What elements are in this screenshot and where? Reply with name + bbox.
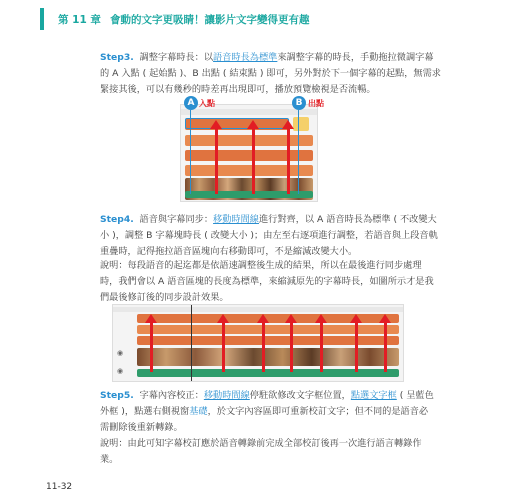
step4-line: 重疊時，記得拖拉語音區塊向右移動即可，不是縮減改變大小。: [100, 246, 358, 257]
step5-text: 字幕內容校正：: [139, 390, 204, 401]
note-line: 說明：每段語音的起迄都是依語速調整後生成的結果，所以在最後進行同步處理: [100, 260, 422, 271]
audio-track-strip[interactable]: [185, 191, 313, 198]
step5-text: ( 呈藍色: [396, 390, 434, 401]
step5-highlight: 移動時間線: [203, 390, 250, 401]
marker-a-icon: A: [184, 96, 198, 110]
step5-text: 停駐欲修改文字框位置，: [249, 390, 351, 401]
red-arrow-stem: [355, 322, 358, 372]
in-point-line: [190, 110, 191, 194]
note-line: 說明：由此可知字幕校訂應於語音轉錄前完成全部校訂後再一次進行語言轉錄作: [100, 438, 422, 449]
red-arrow-stem: [222, 322, 225, 372]
audio-clip[interactable]: [185, 165, 313, 176]
step3-label: Step3.: [100, 52, 134, 63]
red-arrow-stem: [262, 322, 265, 372]
step3-highlight: 語音時長為標準: [213, 52, 278, 63]
step3-line: 的 A 入點 ( 起始點 )、B 出點 ( 結束點 ) 即可，另外對於下一個字幕的起點，無需求: [100, 68, 441, 79]
audio-track-strip[interactable]: [137, 369, 399, 377]
red-arrow-up-icon: [145, 314, 157, 323]
red-arrow-stem: [290, 322, 293, 372]
step3-line: 緊接其後，可以有幾秒的時差再出現即可，播放預覽檢視是否流暢。: [100, 84, 376, 95]
note-line: 時，我們會以 A 語音區塊的長度為標準，來縮減原先的字幕時長，如圖所示才是我: [100, 276, 434, 287]
selection-outline: [185, 118, 289, 129]
note-line: 業。: [100, 454, 119, 465]
step4-note: [100, 258, 484, 306]
red-arrow-up-icon: [315, 314, 327, 323]
step4-highlight: 移動時間線: [213, 214, 259, 225]
red-arrow-stem: [287, 128, 290, 194]
step4-text: 進行對齊，以 A 語音時長為標準 ( 不改變大: [258, 214, 437, 225]
step5-highlight: 基礎: [189, 406, 208, 417]
step3-paragraph: [100, 50, 480, 98]
red-arrow-stem: [252, 128, 255, 194]
in-point-label: 入點: [199, 99, 215, 108]
red-arrow-up-icon: [210, 120, 222, 129]
page-number: 11-32: [46, 482, 73, 492]
out-point-line: [298, 110, 299, 194]
eye-icon[interactable]: ◉: [117, 349, 124, 357]
time-ruler: [113, 307, 403, 312]
step4-label: Step4.: [100, 214, 134, 225]
audio-track[interactable]: [137, 325, 399, 334]
red-arrow-stem: [320, 322, 323, 372]
red-arrow-up-icon: [257, 314, 269, 323]
step5-note: [100, 436, 484, 468]
step4-line: 小 )，調整 B 字幕塊時長 ( 改變大小 )；由左至右逐項進行調整，若語音與上段音軌: [100, 230, 438, 241]
step3-text: 調整字幕時長：以: [139, 52, 214, 63]
note-line: 們最後修訂後的同步設計效果。: [100, 292, 229, 303]
video-filmstrip[interactable]: [137, 348, 399, 366]
step4-paragraph: [100, 212, 484, 260]
red-arrow-up-icon: [247, 120, 259, 129]
eye-icon[interactable]: ◉: [117, 367, 124, 375]
clip-end-handle[interactable]: [293, 117, 309, 131]
red-arrow-up-icon: [217, 314, 229, 323]
marker-b-icon: B: [292, 96, 306, 110]
chapter-number: 第 11 章: [58, 14, 101, 26]
out-point-label: 出點: [308, 99, 324, 108]
chapter-title: 會動的文字更吸睛！讓影片文字變得更有趣: [110, 14, 310, 26]
subtitle-clip[interactable]: [185, 135, 313, 146]
chapter-accent-bar: [40, 8, 44, 30]
red-arrow-up-icon: [285, 314, 297, 323]
red-arrow-stem: [150, 322, 153, 372]
step5-line: 需刪除後重新轉錄。: [100, 422, 183, 433]
red-arrow-up-icon: [379, 314, 391, 323]
step5-text: ，於文字內容區即可重新校訂文字；但不同的是語音必: [207, 406, 429, 417]
step5-text: 外框 )，點選右側視窗: [100, 406, 190, 417]
red-arrow-stem: [384, 322, 387, 372]
step4-text: 語音與字幕同步：: [139, 214, 214, 225]
playhead[interactable]: [191, 305, 192, 381]
step5-highlight: 點選文字框: [350, 390, 397, 401]
step3-text: 來調整字幕的時長，手動拖拉微調字幕: [277, 52, 434, 63]
subtitle-track[interactable]: [137, 336, 399, 345]
red-arrow-stem: [215, 128, 218, 194]
step5-paragraph: [100, 388, 484, 436]
red-arrow-up-icon: [350, 314, 362, 323]
time-ruler: [181, 109, 317, 115]
red-arrow-up-icon: [282, 120, 294, 129]
step5-label: Step5.: [100, 390, 134, 401]
subtitle-clip[interactable]: [185, 150, 313, 161]
